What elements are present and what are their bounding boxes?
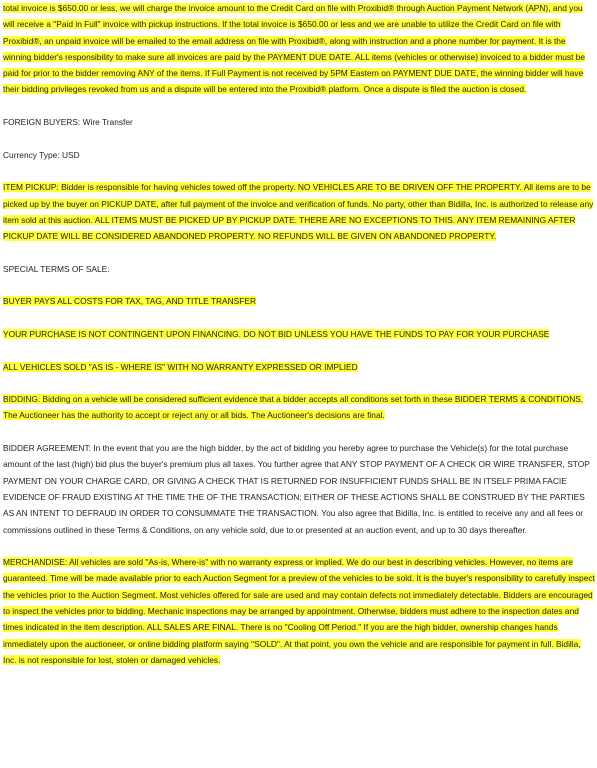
financing-paragraph: YOUR PURCHASE IS NOT CONTINGENT UPON FINANCING. DO NOT BID UNLESS YOU HAVE THE FUNDS TO PAY FOR YOUR PURCHASE [3,328,550,339]
payment-paragraph: total invoice is $650.00 or less, we will charge the invoice amount to the Credit Card on file with Proxibid® through Auction Payment Network (APN), and you will receive a "Paid in Full" invoice with pickup instructions. If the total invoice is $650.00 or less and we are unable to utilize the Credit Card on file with Proxibid®, an unpaid invoice will be emailed to the email address on file with Proxibid®, along with instruction and a phone number for payment. It is the winning bidder's responsibility to make sure all invoices are paid by the PAYMENT DUE DATE. ALL items (vehicles or otherwise) invoiced to a bidder must be paid for prior to the bidder removing ANY of the items. If Full Payment is not received by 5PM Eastern on PAYMENT DUE DATE, the winning bidder will have their bidding privileges revoked from us and a dispute will be entered into the Proxibid® platform. Once a dispute is filed the auction is closed. [3,3,586,95]
bidder-agreement-paragraph: BIDDER AGREEMENT: In the event that you are the high bidder, by the act of bidding you hereby agree to purchase the Vehicle(s) for the total purchase amount of the last (high) bid plus the buyer's premium plus all taxes. You further agree that ANY STOP PAYMENT OF A CHECK OR WIRE TRANSFER, STOP PAYMENT ON YOUR CHARGE CARD, OR GIVING A CHECK THAT IS RETURNED FOR INSUFFICIENT FUNDS SHALL BE IN ITSELF PRIMA FACIE EVIDENCE OF FRAUD EXISTING AT THE TIME THE OF THE TRANSACTION; EITHER OF THESE ACTIONS SHALL BE CONSTRUED BY THE PARTIES AS AN INTENT TO DEFRAUD IN ORDER TO CONSUMMATE THE TRANSACTION. You also agree that Bidilla, Inc. is entitled to receive any and all fees or commissions outlined in these Terms & Conditions, on any vehicle sold, due to or presented at an auction event, and up to 30 days thereafter. [3,443,590,535]
special-terms-heading: SPECIAL TERMS OF SALE: [3,263,110,274]
item-pickup-paragraph: ITEM PICKUP: Bidder is responsible for having vehicles towed off the property. NO VEHICLES ARE TO BE DRIVEN OFF THE PROPERTY. All items are to be picked up by the buyer on PICKUP DATE, after full payment of the invoice and verification of funds. No party, other than Bidilla, Inc. is authorized to release any item sold at this auction. ALL ITEMS MUST BE PICKED UP BY PICKUP DATE. THERE ARE NO EXCEPTIONS TO THIS. ANY ITEM REMAINING AFTER PICKUP DATE WILL BE CONSIDERED ABANDONED PROPERTY. NO REFUNDS WILL BE GIVEN ON ABANDONED PROPERTY. [3,182,594,242]
merchandise-paragraph: MERCHANDISE: All vehicles are sold "As-is, Where-is" with no warranty express or implied. We do our best in describing vehicles. However, no items are guaranteed. Time will be made available prior to each Auction Segment for a preview of the vehicles to be sold. It is the buyer's responsibility to carefully inspect the vehicles prior to the Auction Segment. Most vehicles offered for sale are used and may contain defects not immediately detectable. Bidders are encouraged to inspect the vehicles prior to bidding. Mechanic inspections may be arranged by appointment. Otherwise, bidders must adhere to the inspection dates and times indicated in the item description. ALL SALES ARE FINAL. There is no "Cooling Off Period." If you are the high bidder, ownership changes hands immediately upon the auctioneer, or online bidding platform saying "SOLD". At that point, you own the vehicle and are responsible for payment in full. Bidilla, Inc. is not responsible for lost, stolen or damaged vehicles. [3,557,595,665]
as-is-line: ALL VEHICLES SOLD "AS IS - WHERE IS" WITH NO WARRANTY EXPRESSED OR IMPLIED [3,361,358,372]
bidding-paragraph: BIDDING: Bidding on a vehicle will be considered sufficient evidence that a bidder accepts all conditions set forth in these BIDDER TERMS & CONDITIONS. The Auctioneer has the authority to accept or reject any or all bids. The Auctioneer's decisions are final. [3,394,584,421]
foreign-buyers-line: FOREIGN BUYERS: Wire Transfer [3,117,133,128]
buyer-pays-line: BUYER PAYS ALL COSTS FOR TAX, TAG, AND TITLE TRANSFER [3,296,257,307]
document-body [3,0,595,668]
currency-type-line: Currency Type: USD [3,149,80,160]
